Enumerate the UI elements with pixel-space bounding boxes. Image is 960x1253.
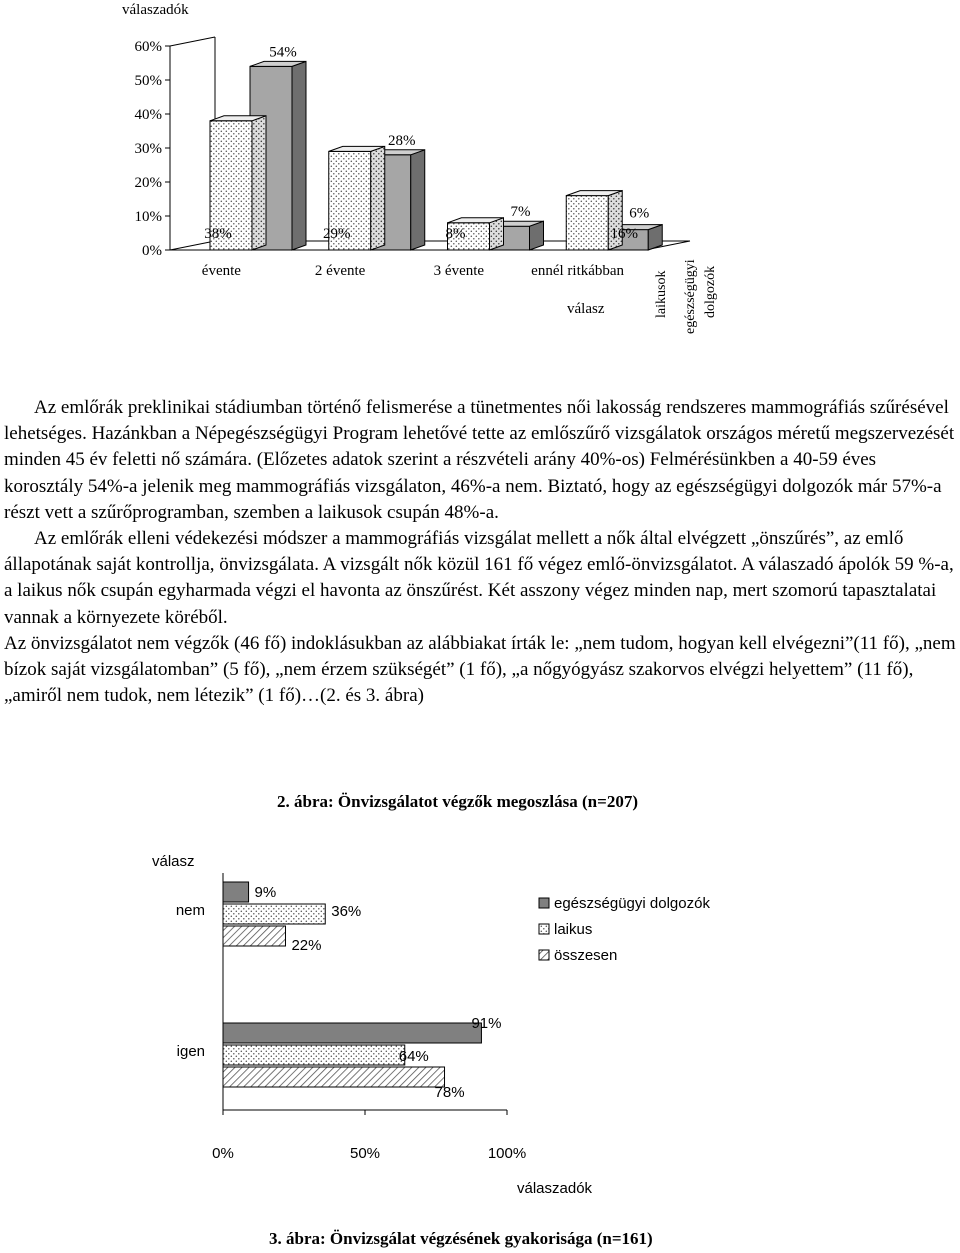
x-tick-label: évente xyxy=(201,263,241,279)
bar-0 xyxy=(223,1023,481,1043)
bar-label: 36% xyxy=(331,903,362,920)
bar-label: 78% xyxy=(434,1084,465,1101)
x-tick-label: 2 évente xyxy=(314,263,366,279)
paragraph-1: Az emlőrák preklinikai stádiumban történő felismerése a tünetmentes női lakosság rendszeres mammográfiás szűrésével lehetséges. Hazánkban a Népegészségügyi Program lehetővé tette az emlőszűrő vizsgálatok országos méretű megszervezését minden 45 év feletti nő számára. (Előzetes adatok szerint a részvételi arány 40%-os) Felmérésünkben a 40-59 éves korosztály 54%-a jelenik meg mammográfiás vizsgálaton, 46%-a nem. Biztató, hogy az egészségügyi dolgozók már 57%-a részt vett a szűrőprogramban, szemben a laikusok csupán 48%-a. xyxy=(4,397,955,523)
bar-label: 91% xyxy=(471,1015,502,1032)
bar-2 xyxy=(223,1067,445,1087)
y-tick-label: 30% xyxy=(134,141,162,157)
bar-0 xyxy=(223,882,249,902)
category-label: igen xyxy=(176,1043,205,1060)
chart-frequency-3d xyxy=(0,0,960,345)
depth-label-laikusok: laikusok xyxy=(654,270,669,318)
bar-label-back: 28% xyxy=(388,132,416,149)
category-label: nem xyxy=(175,902,205,919)
depth-label-egeszsegugyi-1: egészségügyi xyxy=(683,259,698,334)
y-tick-label: 10% xyxy=(134,209,162,225)
y-tick-label: 50% xyxy=(134,73,162,89)
bar-label: 9% xyxy=(254,884,277,901)
bar-label-front: 29% xyxy=(323,226,351,242)
legend-label: laikus xyxy=(554,921,593,938)
x-axis-title: válasz xyxy=(567,301,605,317)
x-tick-label-2: 0% xyxy=(212,1145,234,1162)
bar-label-front: 38% xyxy=(204,226,232,242)
bar-1 xyxy=(223,904,325,924)
y-axis-title-2: válasz xyxy=(152,853,195,870)
bar-label: 64% xyxy=(398,1048,429,1065)
bar-label-back: 54% xyxy=(269,44,297,61)
y-tick-label: 60% xyxy=(134,39,162,55)
bar-1 xyxy=(223,1045,405,1065)
body-text xyxy=(4,395,958,709)
x-axis-title-2: válaszadók xyxy=(517,1180,593,1197)
figure-2-caption: 2. ábra: Önvizsgálatot végzők megoszlása (n=207) xyxy=(277,792,638,811)
y-axis-title: válaszadók xyxy=(122,2,189,18)
bar-label-back: 7% xyxy=(510,204,531,221)
legend-swatch xyxy=(539,924,549,934)
figure-3-caption: 3. ábra: Önvizsgálat végzésének gyakorisága (n=161) xyxy=(269,1229,653,1248)
x-tick-label-2: 50% xyxy=(349,1145,381,1162)
x-tick-label: ennél ritkábban xyxy=(531,263,625,279)
y-tick-label: 20% xyxy=(134,175,162,191)
bar-label-back: 6% xyxy=(629,205,650,222)
legend-swatch xyxy=(539,950,549,960)
paragraph-2: Az emlőrák elleni védekezési módszer a mammográfiás vizsgálat mellett a nők által elvégzett „önszűrés”, az emlő állapotának saját kontrollja, önvizsgálata. A vizsgált nők közül 161 fő végez emlő-önvizsgálatot. A válaszadó ápolók 59 %-a, a laikus nők csupán egyharmada végzi el havonta az önszűrést. Két asszony végez minden nap, mert szomorú tapasztalatai vannak a környezete köréből. xyxy=(4,528,954,628)
legend-label: összesen xyxy=(554,947,618,964)
depth-label-egeszsegugyi-2: dolgozók xyxy=(703,265,718,318)
x-tick-label: 3 évente xyxy=(433,263,485,279)
bar-label: 22% xyxy=(291,937,322,954)
y-tick-label: 0% xyxy=(142,243,162,259)
legend-swatch xyxy=(539,898,549,908)
legend-label: egészségügyi dolgozók xyxy=(554,895,710,912)
chart-self-exam xyxy=(0,835,960,1215)
paragraph-3: Az önvizsgálatot nem végzők (46 fő) indoklásukban az alábbiakat írták le: „nem tudom, hogyan kell elvégezni”(11 fő), „nem bízok saját vizsgálatomban” (5 fő), „nem érzem szükségét” (1 fő), „a nőgyógyász szakorvos elvégzi helyettem” (11 fő), „amiről nem tudok, nem létezik” (1 fő)…(2. és 3. ábra) xyxy=(4,632,956,707)
x-tick-label-2: 100% xyxy=(487,1145,527,1162)
bar-label-front: 16% xyxy=(610,226,638,242)
bar-2 xyxy=(223,926,285,946)
bar-label-front: 8% xyxy=(445,226,466,242)
y-tick-label: 40% xyxy=(134,107,162,123)
